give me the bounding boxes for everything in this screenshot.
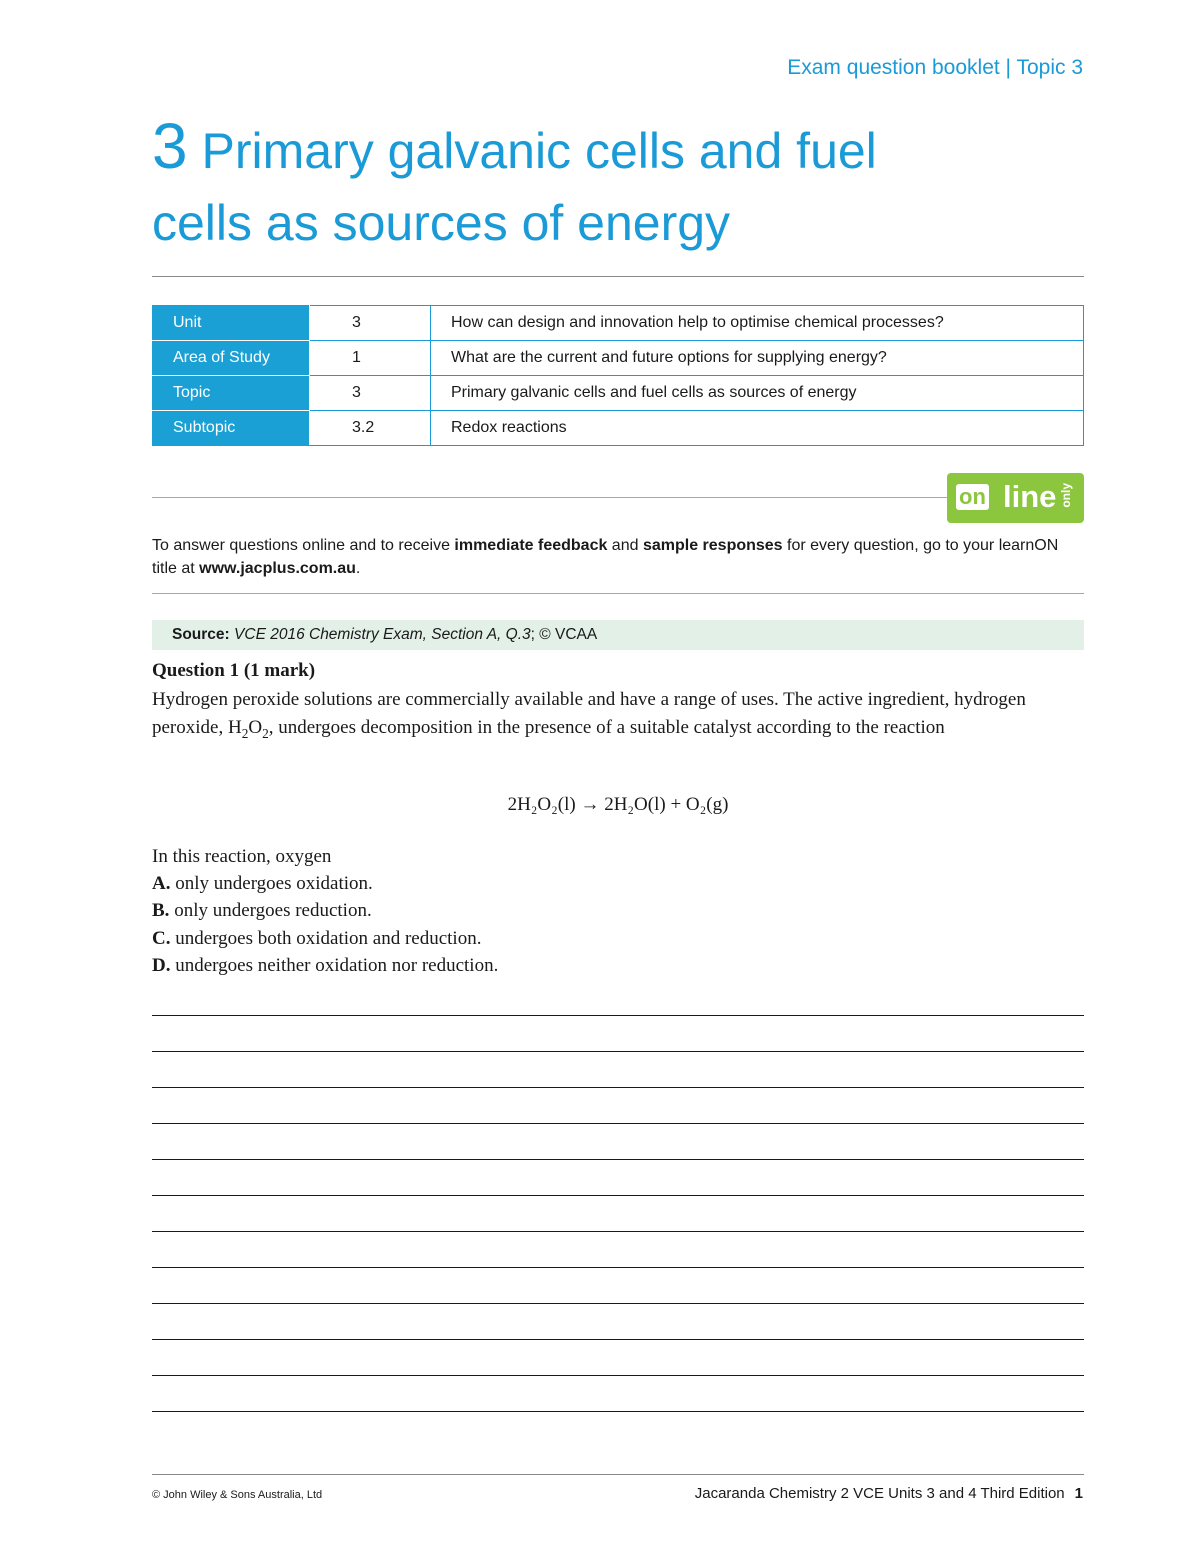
reaction-equation: 2H₂O₂(l) → 2H₂O(l) + O₂(g) <box>507 794 729 815</box>
table-row <box>153 411 1084 446</box>
row-label: Area of Study <box>153 341 310 376</box>
option-text: undergoes both oxidation and reduction. <box>175 928 482 949</box>
row-label: Unit <box>153 306 310 341</box>
intro-divider <box>152 593 1084 594</box>
topic-info-table <box>152 305 1084 446</box>
intro-text: for every question, go to your learnON title at <box>152 537 1059 577</box>
source-credit: ; © VCAA <box>530 626 598 643</box>
booklet-header: Exam question booklet | Topic 3 <box>787 56 1083 79</box>
intro-text: To answer questions online and to receive <box>152 537 455 554</box>
intro-bold-feedback: immediate feedback <box>454 537 608 554</box>
intro-bold-responses: sample responses <box>642 537 783 554</box>
page-title <box>152 110 1092 259</box>
question-body: Hydrogen peroxide solutions are commercially available and have a range of uses. The active ingredient, hydrogen peroxide, $H_2O_2$, undergoes decomposition in the presence of a suitable catalyst according to the reaction <box>152 689 1026 741</box>
page-number: 1 <box>1074 1485 1083 1502</box>
online-instructions <box>152 534 1084 580</box>
answer-line[interactable] <box>152 1375 1084 1376</box>
online-divider <box>152 497 947 498</box>
option-c[interactable] <box>152 928 481 950</box>
option-a[interactable] <box>152 873 373 895</box>
footer-book-info <box>695 1485 1083 1502</box>
answer-line[interactable] <box>152 1267 1084 1268</box>
answer-line[interactable] <box>152 1303 1084 1304</box>
question-heading <box>152 660 315 682</box>
row-description: How can design and innovation help to optimise chemical processes? <box>431 306 1084 341</box>
row-label: Subtopic <box>153 411 310 446</box>
option-text: only undergoes oxidation. <box>175 873 373 894</box>
answer-line[interactable] <box>152 1015 1084 1016</box>
answer-line[interactable] <box>152 1087 1084 1088</box>
answer-line[interactable] <box>152 1123 1084 1124</box>
option-letter: A. <box>152 873 171 894</box>
question-heading-text: Question 1 (1 mark) <box>152 660 316 681</box>
row-description: What are the current and future options for supplying energy? <box>431 341 1084 376</box>
jacplus-link[interactable]: www.jacplus.com.au <box>199 560 356 577</box>
row-value: 3 <box>310 376 431 411</box>
answer-line[interactable] <box>152 1159 1084 1160</box>
answer-line[interactable] <box>152 1339 1084 1340</box>
online-only-badge <box>947 473 1084 523</box>
source-bar <box>152 620 1084 650</box>
question-text: , undergoes decomposition in the presence of a suitable catalyst according to the reaction <box>268 717 945 738</box>
option-letter: D. <box>152 955 171 976</box>
answer-line[interactable] <box>152 1231 1084 1232</box>
badge-on-text: on <box>956 484 989 510</box>
answer-line[interactable] <box>152 1051 1084 1052</box>
intro-text: and <box>607 537 643 554</box>
table-row <box>153 306 1084 341</box>
row-value: 3 <box>310 306 431 341</box>
row-value: 3.2 <box>310 411 431 446</box>
option-text: only undergoes reduction. <box>174 900 372 921</box>
option-d[interactable] <box>152 955 498 977</box>
option-letter: B. <box>152 900 170 921</box>
copyright-notice: © John Wiley & Sons Australia, Ltd <box>152 1489 323 1501</box>
topic-number: 3 <box>152 110 188 182</box>
source-label: Source: <box>172 626 230 643</box>
row-description: Primary galvanic cells and fuel cells as sources of energy <box>431 376 1084 411</box>
intro-text: . <box>355 560 361 577</box>
option-letter: C. <box>152 928 171 949</box>
answer-line[interactable] <box>152 1195 1084 1196</box>
option-text: undergoes neither oxidation nor reduction. <box>175 955 499 976</box>
question-stem: In this reaction, oxygen <box>152 846 332 867</box>
row-label: Topic <box>153 376 310 411</box>
badge-only-text: only <box>1059 483 1073 508</box>
book-title: Jacaranda Chemistry 2 VCE Units 3 and 4 Third Edition <box>694 1485 1065 1502</box>
row-description: Redox reactions <box>431 411 1084 446</box>
badge-line-text: line <box>1003 479 1057 514</box>
title-line-2: cells as sources of energy <box>152 195 731 251</box>
answer-line[interactable] <box>152 1411 1084 1412</box>
title-divider <box>152 276 1084 277</box>
option-b[interactable] <box>152 900 372 922</box>
question-text: Hydrogen peroxide solutions are commercially available and have a range of uses. The active ingredient, hydrogen peroxide, H <box>152 689 1026 738</box>
source-text: VCE 2016 Chemistry Exam, Section A, Q.3 <box>234 626 531 643</box>
table-row <box>153 341 1084 376</box>
table-row <box>153 376 1084 411</box>
footer-divider <box>152 1474 1084 1475</box>
title-line-1: Primary galvanic cells and fuel <box>201 123 877 179</box>
row-value: 1 <box>310 341 431 376</box>
